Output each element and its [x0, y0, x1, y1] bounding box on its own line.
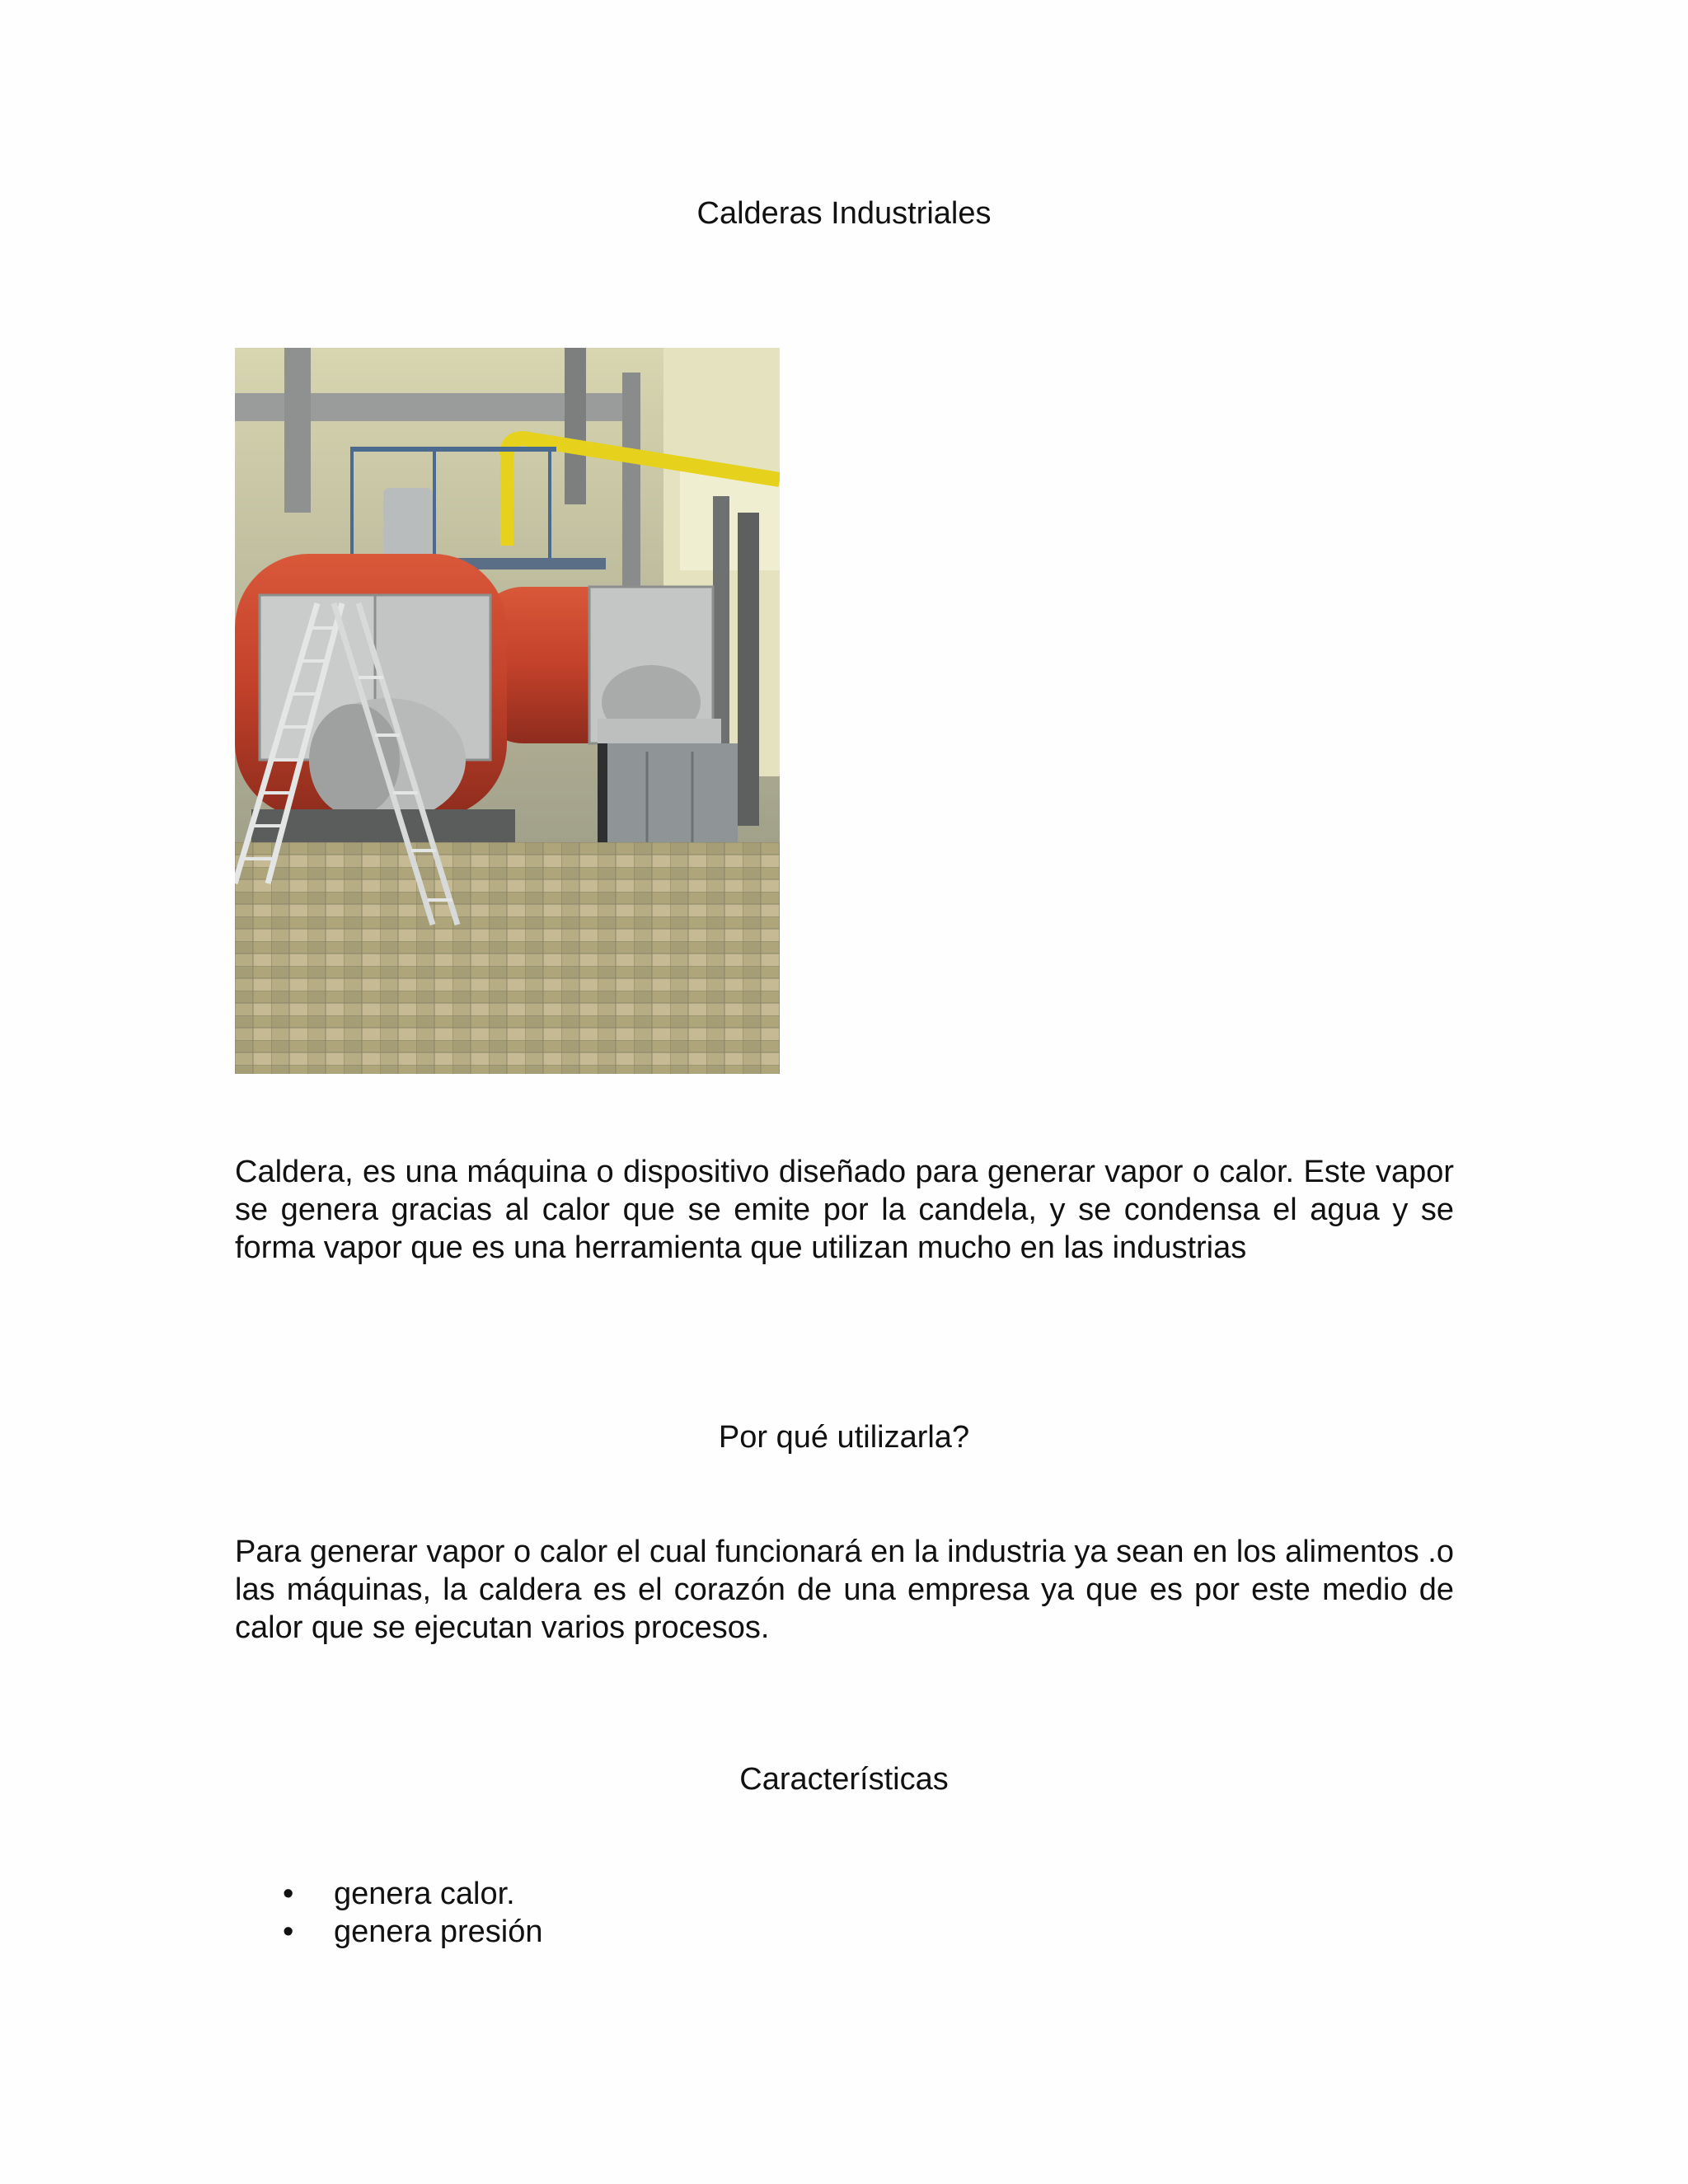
features-heading: Características [739, 1762, 949, 1797]
boiler-photo [235, 348, 780, 1074]
bullet-icon: • [283, 1877, 294, 1911]
bullet-icon: • [283, 1915, 294, 1949]
list-item-text: genera presión [334, 1915, 543, 1949]
why-paragraph: Para generar vapor o calor el cual funcionará en la industria ya sean en los alimentos .o las máquinas, la caldera es el corazón de una empresa ya que es por este medio de calor que se ejecutan varios procesos. [235, 1535, 1454, 1645]
features-list [235, 1875, 543, 1951]
why-heading: Por qué utilizarla? [718, 1420, 970, 1455]
document-title: Calderas Industriales [696, 196, 992, 231]
intro-paragraph: Caldera, es una máquina o dispositivo diseñado para generar vapor o calor. Este vapor se genera gracias al calor que se emite por la candela, y se condensa el agua y se forma vapor que es una herramienta que utilizan mucho en las industrias [235, 1155, 1454, 1265]
list-item [235, 1875, 543, 1913]
list-item [235, 1913, 543, 1951]
list-item-text: genera calor. [334, 1877, 515, 1911]
